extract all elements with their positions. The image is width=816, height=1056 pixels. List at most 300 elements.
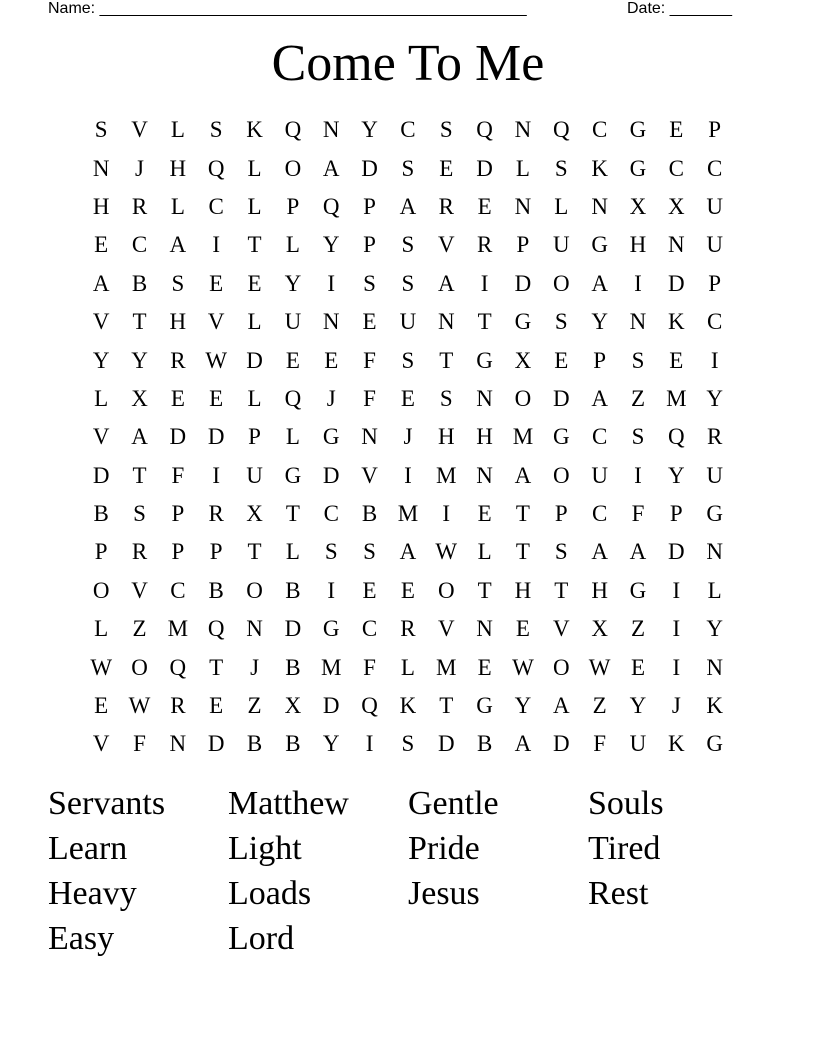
word-list-item: Servants: [48, 785, 166, 822]
grid-letter: E: [400, 577, 415, 603]
grid-letter: Y: [629, 693, 647, 719]
grid-letter: Q: [284, 385, 302, 411]
word-list: [48, 781, 768, 961]
grid-letter: W: [435, 539, 458, 565]
grid-letter: S: [401, 270, 415, 296]
grid-letter: D: [437, 731, 455, 757]
grid-letter: A: [591, 539, 608, 565]
grid-letter: A: [92, 270, 110, 296]
grid-letter: D: [552, 731, 570, 757]
grid-letter: C: [361, 616, 378, 642]
grid-letter: N: [437, 309, 455, 335]
grid-letter: X: [591, 616, 608, 642]
grid-letter: E: [630, 654, 646, 680]
grid-letter: U: [552, 232, 570, 258]
grid-row: [82, 610, 734, 648]
grid-letter: L: [554, 193, 569, 219]
grid-letter: L: [707, 577, 722, 603]
grid-letter: O: [246, 577, 263, 603]
grid-letter: G: [552, 424, 570, 450]
grid-letter: Z: [630, 385, 646, 411]
grid-letter: I: [327, 577, 336, 603]
grid-letter: Y: [706, 616, 723, 642]
grid-letter: B: [131, 270, 148, 296]
grid-letter: E: [669, 347, 684, 373]
grid-letter: Q: [169, 654, 187, 680]
grid-letter: Z: [247, 693, 262, 719]
grid-letter: O: [92, 577, 110, 603]
grid-letter: C: [591, 424, 608, 450]
grid-row: [82, 341, 734, 379]
grid-letter: Y: [591, 309, 608, 335]
grid-letter: Y: [361, 117, 378, 143]
grid-letter: A: [399, 539, 417, 565]
grid-letter: S: [631, 424, 645, 450]
grid-letter: V: [92, 731, 110, 757]
word-list-item: Matthew: [228, 785, 349, 822]
grid-letter: H: [629, 232, 647, 258]
grid-letter: P: [363, 193, 376, 219]
grid-letter: K: [591, 155, 608, 181]
grid-letter: I: [672, 616, 681, 642]
grid-letter: H: [169, 309, 187, 335]
grid-letter: Y: [322, 232, 340, 258]
grid-letter: D: [514, 270, 532, 296]
grid-row: [82, 495, 734, 533]
grid-letter: G: [706, 731, 723, 757]
grid-letter: I: [327, 270, 336, 296]
grid-letter: D: [169, 424, 187, 450]
grid-letter: K: [668, 309, 685, 335]
grid-letter: M: [666, 385, 687, 411]
grid-letter: Q: [361, 693, 378, 719]
grid-letter: T: [554, 577, 569, 603]
grid-letter: L: [94, 385, 109, 411]
grid-letter: T: [132, 462, 147, 488]
grid-letter: R: [400, 616, 416, 642]
grid-letter: L: [477, 539, 492, 565]
grid-letter: S: [554, 155, 568, 181]
grid-letter: K: [399, 693, 417, 719]
grid-letter: E: [515, 616, 530, 642]
grid-letter: W: [588, 654, 611, 680]
grid-letter: C: [668, 155, 684, 181]
grid-letter: F: [363, 385, 376, 411]
grid-letter: M: [167, 616, 189, 642]
grid-letter: R: [170, 347, 186, 373]
word-list-item: Light: [228, 830, 302, 867]
grid-letter: S: [401, 731, 415, 757]
grid-letter: M: [512, 424, 534, 450]
grid-letter: U: [246, 462, 263, 488]
grid-letter: I: [212, 462, 221, 488]
grid-letter: M: [436, 462, 457, 488]
grid-letter: S: [209, 117, 223, 143]
grid-letter: C: [707, 309, 723, 335]
grid-letter: U: [591, 462, 608, 488]
grid-letter: L: [285, 539, 300, 565]
grid-letter: O: [131, 654, 148, 680]
grid-letter: I: [212, 232, 221, 258]
grid-letter: G: [476, 693, 493, 719]
grid-letter: E: [285, 347, 300, 373]
grid-letter: V: [361, 462, 378, 488]
grid-letter: M: [397, 501, 419, 527]
grid-letter: B: [361, 501, 378, 527]
grid-letter: I: [404, 462, 412, 488]
grid-letter: J: [403, 424, 413, 450]
grid-letter: E: [362, 577, 377, 603]
grid-letter: G: [322, 616, 340, 642]
grid-letter: I: [365, 731, 374, 757]
grid-letter: L: [170, 117, 185, 143]
grid-letter: E: [554, 347, 569, 373]
grid-letter: Z: [132, 616, 147, 642]
page-title: Come To Me: [271, 35, 545, 92]
grid-letter: G: [706, 501, 723, 527]
worksheet-header: [0, 0, 816, 20]
grid-letter: N: [322, 117, 340, 143]
grid-letter: X: [284, 693, 302, 719]
grid-letter: T: [477, 577, 492, 603]
word-list-item: Heavy: [48, 875, 137, 912]
grid-letter: T: [439, 693, 454, 719]
grid-letter: A: [629, 539, 647, 565]
grid-row: [82, 533, 734, 571]
grid-letter: S: [363, 270, 376, 296]
grid-letter: B: [476, 731, 493, 757]
grid-letter: L: [247, 385, 262, 411]
grid-letter: F: [363, 654, 376, 680]
grid-letter: H: [169, 155, 187, 181]
grid-row: [82, 687, 734, 725]
grid-letter: N: [514, 117, 532, 143]
grid-letter: N: [361, 424, 378, 450]
word-list-item: Lord: [228, 920, 295, 957]
grid-letter: N: [668, 232, 685, 258]
grid-letter: W: [90, 654, 113, 680]
grid-letter: Z: [630, 616, 646, 642]
name-field-label: Name: ________________________________________________: [48, 0, 527, 17]
grid-letter: N: [476, 616, 493, 642]
grid-letter: C: [400, 117, 416, 143]
grid-letter: A: [514, 462, 532, 488]
grid-letter: S: [554, 309, 568, 335]
grid-letter: E: [209, 693, 224, 719]
grid-letter: J: [326, 385, 336, 411]
grid-letter: V: [437, 616, 455, 642]
grid-letter: E: [209, 385, 224, 411]
grid-letter: T: [515, 539, 530, 565]
grid-letter: B: [285, 731, 301, 757]
grid-letter: W: [205, 347, 228, 373]
grid-letter: J: [671, 693, 681, 719]
grid-letter: I: [710, 347, 719, 373]
grid-letter: T: [515, 501, 530, 527]
grid-letter: P: [554, 501, 568, 527]
grid-letter: S: [401, 232, 415, 258]
grid-letter: E: [94, 693, 109, 719]
grid-letter: D: [207, 424, 225, 450]
grid-letter: D: [361, 155, 378, 181]
grid-letter: F: [631, 501, 645, 527]
grid-letter: Z: [592, 693, 607, 719]
grid-letter: V: [437, 232, 455, 258]
grid-letter: C: [591, 117, 608, 143]
grid-letter: E: [94, 232, 109, 258]
grid-letter: N: [591, 193, 608, 219]
grid-row: [82, 648, 734, 686]
grid-letter: N: [322, 309, 340, 335]
grid-letter: N: [706, 654, 723, 680]
grid-letter: A: [437, 270, 455, 296]
grid-letter: L: [400, 654, 415, 680]
grid-letter: W: [512, 654, 534, 680]
grid-letter: I: [634, 270, 642, 296]
grid-letter: M: [436, 654, 457, 680]
grid-row: [82, 380, 734, 418]
grid-row: [82, 149, 734, 187]
grid-letter: G: [629, 117, 647, 143]
grid-letter: T: [439, 347, 454, 373]
grid-letter: N: [629, 309, 647, 335]
grid-letter: U: [629, 731, 647, 757]
grid-letter: V: [552, 616, 570, 642]
grid-letter: N: [514, 193, 532, 219]
grid-letter: N: [92, 155, 110, 181]
grid-letter: E: [477, 501, 492, 527]
grid-letter: L: [285, 424, 300, 450]
grid-row: [82, 111, 734, 149]
grid-letter: Q: [476, 117, 493, 143]
grid-letter: B: [285, 654, 301, 680]
grid-letter: L: [247, 309, 262, 335]
grid-row: [82, 188, 734, 226]
grid-letter: S: [324, 539, 338, 565]
grid-letter: E: [439, 155, 454, 181]
grid-letter: P: [94, 539, 108, 565]
grid-letter: C: [707, 155, 723, 181]
grid-letter: C: [591, 501, 608, 527]
grid-letter: P: [286, 193, 300, 219]
grid-letter: E: [247, 270, 262, 296]
grid-letter: F: [133, 731, 146, 757]
grid-letter: L: [515, 155, 530, 181]
grid-letter: G: [284, 462, 302, 488]
grid-letter: D: [322, 462, 340, 488]
grid-letter: Y: [92, 347, 110, 373]
grid-letter: A: [552, 693, 570, 719]
grid-letter: M: [321, 654, 342, 680]
grid-row: [82, 725, 734, 763]
date-field-label: Date: _______: [627, 0, 732, 17]
grid-letter: N: [476, 385, 493, 411]
grid-letter: L: [170, 193, 185, 219]
grid-letter: R: [707, 424, 723, 450]
grid-letter: E: [669, 117, 684, 143]
grid-letter: S: [401, 155, 415, 181]
grid-letter: S: [363, 539, 376, 565]
grid-letter: Y: [668, 462, 685, 488]
grid-letter: I: [634, 462, 642, 488]
grid-letter: S: [94, 117, 108, 143]
grid-letter: V: [131, 577, 148, 603]
grid-letter: A: [131, 424, 148, 450]
word-search-grid: [82, 111, 734, 764]
grid-letter: S: [401, 347, 415, 373]
grid-letter: O: [437, 577, 455, 603]
grid-letter: R: [476, 232, 493, 258]
grid-letter: T: [285, 501, 300, 527]
grid-letter: D: [552, 385, 570, 411]
grid-letter: E: [209, 270, 224, 296]
grid-letter: F: [363, 347, 376, 373]
grid-letter: O: [514, 385, 532, 411]
grid-letter: O: [284, 155, 302, 181]
grid-letter: A: [399, 193, 417, 219]
grid-letter: D: [92, 462, 110, 488]
grid-letter: H: [92, 193, 110, 219]
grid-letter: S: [439, 117, 453, 143]
grid-letter: D: [668, 270, 685, 296]
grid-letter: Y: [322, 731, 340, 757]
grid-letter: U: [706, 232, 723, 258]
grid-letter: G: [629, 577, 647, 603]
grid-letter: T: [209, 654, 224, 680]
grid-letter: Q: [284, 117, 302, 143]
grid-letter: X: [514, 347, 532, 373]
grid-letter: V: [92, 309, 110, 335]
grid-letter: E: [362, 309, 377, 335]
grid-row: [82, 572, 734, 610]
grid-letter: N: [706, 539, 723, 565]
grid-row: [82, 226, 734, 264]
grid-row: [82, 457, 734, 495]
grid-letter: P: [209, 539, 223, 565]
grid-letter: I: [672, 654, 681, 680]
grid-letter: A: [322, 155, 340, 181]
grid-letter: D: [476, 155, 493, 181]
grid-letter: V: [92, 424, 110, 450]
grid-letter: R: [170, 693, 186, 719]
grid-letter: N: [169, 731, 187, 757]
word-list-item: Souls: [588, 785, 664, 822]
grid-letter: E: [324, 347, 339, 373]
grid-letter: R: [131, 193, 148, 219]
grid-letter: P: [248, 424, 261, 450]
grid-letter: D: [246, 347, 263, 373]
grid-letter: U: [399, 309, 417, 335]
grid-letter: I: [672, 577, 681, 603]
grid-letter: H: [514, 577, 532, 603]
grid-letter: G: [591, 232, 608, 258]
grid-letter: C: [323, 501, 339, 527]
grid-letter: P: [708, 270, 722, 296]
grid-letter: Y: [514, 693, 532, 719]
grid-letter: T: [477, 309, 492, 335]
grid-letter: T: [247, 232, 262, 258]
grid-letter: G: [629, 155, 647, 181]
grid-letter: J: [250, 654, 260, 680]
grid-letter: G: [476, 347, 493, 373]
grid-letter: N: [476, 462, 493, 488]
grid-letter: J: [135, 155, 144, 181]
grid-letter: B: [93, 501, 109, 527]
grid-letter: A: [514, 731, 532, 757]
grid-letter: O: [552, 462, 570, 488]
grid-letter: N: [246, 616, 263, 642]
grid-letter: Q: [207, 616, 225, 642]
grid-letter: V: [131, 117, 148, 143]
grid-letter: E: [400, 385, 415, 411]
grid-letter: B: [208, 577, 224, 603]
grid-letter: I: [480, 270, 489, 296]
word-list-item: Jesus: [408, 875, 480, 912]
grid-letter: X: [629, 193, 647, 219]
grid-letter: E: [477, 193, 492, 219]
grid-letter: E: [477, 654, 492, 680]
grid-letter: F: [171, 462, 185, 488]
grid-letter: C: [208, 193, 224, 219]
word-list-item: Tired: [588, 830, 661, 867]
grid-letter: F: [593, 731, 607, 757]
grid-letter: S: [554, 539, 568, 565]
grid-letter: O: [552, 270, 570, 296]
grid-letter: K: [246, 117, 263, 143]
word-list-item: Rest: [588, 875, 649, 912]
grid-letter: U: [706, 462, 723, 488]
grid-letter: G: [322, 424, 340, 450]
grid-letter: A: [591, 385, 608, 411]
grid-letter: V: [207, 309, 225, 335]
grid-letter: U: [284, 309, 302, 335]
grid-letter: R: [131, 539, 148, 565]
word-list-item: Easy: [48, 920, 115, 957]
grid-letter: K: [706, 693, 723, 719]
grid-letter: E: [170, 385, 185, 411]
word-list-item: Learn: [48, 830, 128, 867]
grid-letter: L: [247, 193, 262, 219]
word-list-item: Pride: [408, 830, 480, 867]
grid-row: [82, 303, 734, 341]
word-list-item: Gentle: [408, 785, 499, 822]
grid-letter: K: [668, 731, 685, 757]
grid-letter: P: [363, 232, 376, 258]
grid-letter: O: [552, 654, 570, 680]
grid-letter: X: [668, 193, 685, 219]
grid-letter: S: [439, 385, 453, 411]
grid-letter: S: [133, 501, 146, 527]
grid-letter: T: [247, 539, 262, 565]
grid-row: [82, 418, 734, 456]
grid-letter: R: [208, 501, 224, 527]
grid-letter: S: [171, 270, 185, 296]
grid-letter: Q: [207, 155, 225, 181]
grid-letter: G: [514, 309, 532, 335]
word-list-item: Loads: [228, 875, 312, 912]
grid-letter: A: [169, 232, 187, 258]
grid-letter: D: [668, 539, 685, 565]
grid-letter: H: [476, 424, 493, 450]
grid-row: [82, 265, 734, 303]
grid-letter: I: [442, 501, 451, 527]
grid-letter: P: [593, 347, 607, 373]
grid-letter: L: [285, 232, 300, 258]
grid-letter: P: [669, 501, 683, 527]
grid-letter: P: [171, 539, 185, 565]
grid-letter: H: [591, 577, 608, 603]
grid-letter: B: [285, 577, 301, 603]
